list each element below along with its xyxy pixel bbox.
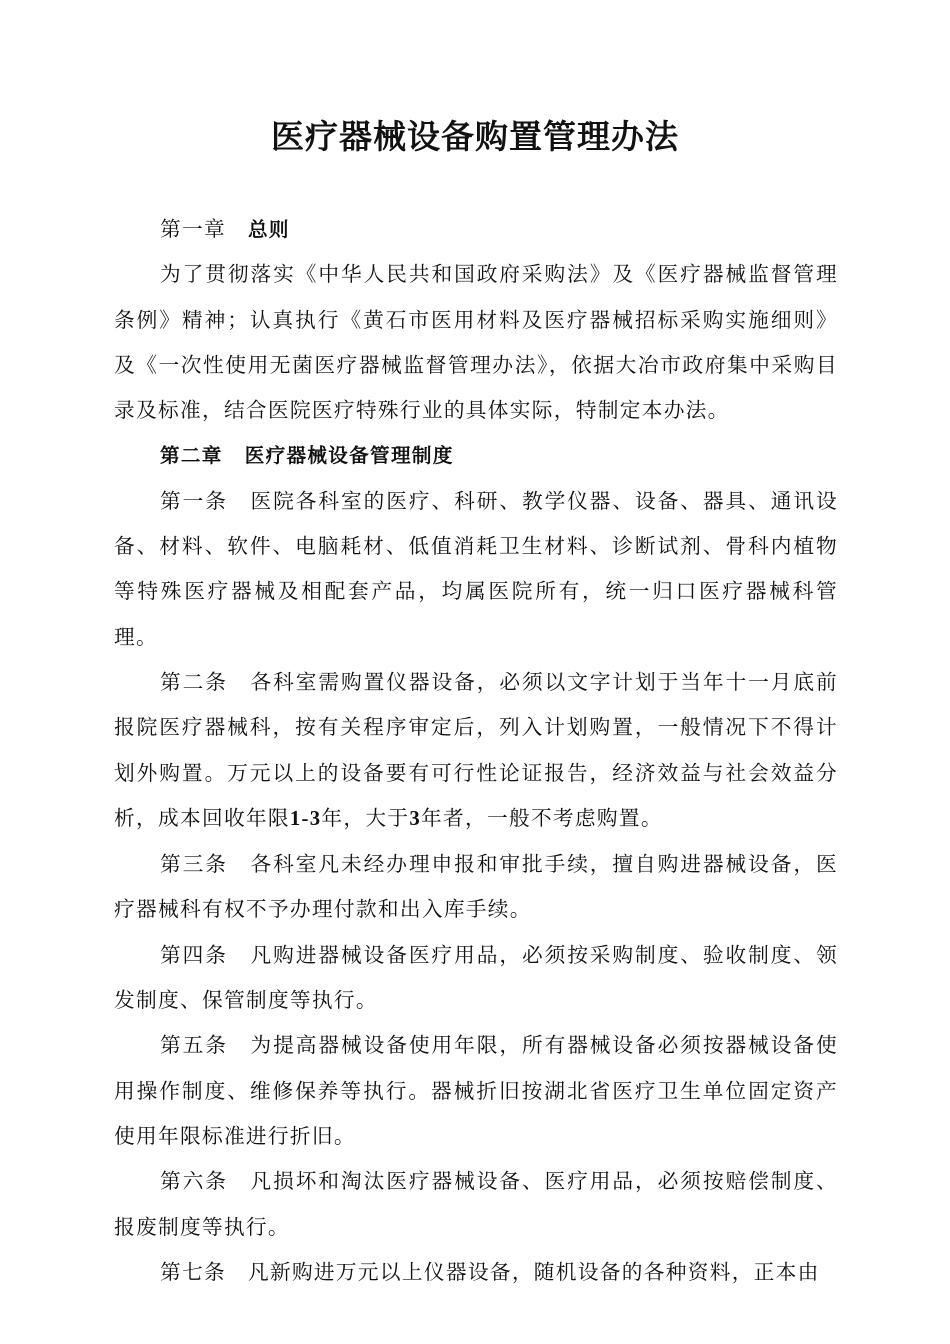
chapter-label: 第二章 — [160, 444, 223, 468]
article-2 — [114, 660, 838, 842]
article-text: 凡购进器械设备医疗用品，必须按采购制度、验收制度、领发制度、保管制度等执行。 — [114, 942, 838, 1013]
article-number: 1-3 — [289, 807, 322, 830]
article-7 — [114, 1250, 838, 1295]
article-label: 第六条 — [160, 1169, 228, 1194]
chapter-heading-2 — [114, 433, 838, 478]
article-3 — [114, 842, 838, 933]
document-body — [114, 207, 838, 1295]
article-label: 第二条 — [160, 669, 228, 694]
article-label: 第一条 — [160, 488, 228, 513]
article-text: 各科室凡未经办理申报和审批手续，擅自购进器械设备，医疗器械科有权不予办理付款和出入库手续。 — [114, 852, 838, 922]
intro-paragraph: 为了贯彻落实《中华人民共和国政府采购法》及《医疗器械监督管理条例》精神；认真执行《黄石市医用材料及医疗器械招标采购实施细则》及《一次性使用无菌医疗器械监督管理办法》，依据大冶市政府集中采购目录及标准，结合医院医疗特殊行业的具体实际，特制定本办法。 — [114, 262, 838, 423]
article-label: 第三条 — [160, 852, 228, 877]
chapter-name: 总则 — [247, 218, 290, 241]
article-label: 第七条 — [160, 1259, 226, 1284]
chapter-heading-1 — [114, 207, 838, 252]
article-text: 各科室需购置仪器设备，必须以文字计划于当年十一月底前报院医疗器械科，按有关程序审定后，列入计划购置，一般情况下不得计划外购置。万元以上的设备要有可行性论证报告，经济效益与社会效益分析，成本回收年限 — [114, 669, 838, 830]
article-1 — [114, 479, 838, 660]
article-label: 第五条 — [160, 1033, 228, 1058]
article-4 — [114, 933, 838, 1024]
article-6 — [114, 1159, 838, 1250]
article-5 — [114, 1023, 838, 1159]
article-text: 年者，一般不考虑购置。 — [421, 805, 663, 830]
article-text: 年，大于 — [321, 805, 410, 830]
article-number: 3 — [409, 807, 421, 830]
document-title: 医疗器械设备购置管理办法 — [271, 117, 679, 157]
article-text: 凡新购进万元以上仪器设备，随机设备的各种资料，正本由 — [247, 1259, 820, 1284]
article-text: 为提高器械设备使用年限，所有器械设备必须按器械设备使用操作制度、维修保养等执行。器械折旧按湖北省医疗卫生单位固定资产使用年限标准进行折旧。 — [114, 1033, 838, 1148]
chapter-name: 医疗器械设备管理制度 — [244, 444, 454, 468]
chapter-label: 第一章 — [160, 217, 226, 241]
article-text: 凡损坏和淘汰医疗器械设备、医疗用品，必须按赔偿制度、报废制度等执行。 — [114, 1169, 838, 1239]
article-label: 第四条 — [160, 942, 228, 967]
article-text: 医院各科室的医疗、科研、教学仪器、设备、器具、通讯设备、材料、软件、电脑耗材、低值消耗卫生材料、诊断试剂、骨科内植物等特殊医疗器械及相配套产品，均属医院所有，统一归口医疗器械科管理。 — [114, 488, 838, 649]
